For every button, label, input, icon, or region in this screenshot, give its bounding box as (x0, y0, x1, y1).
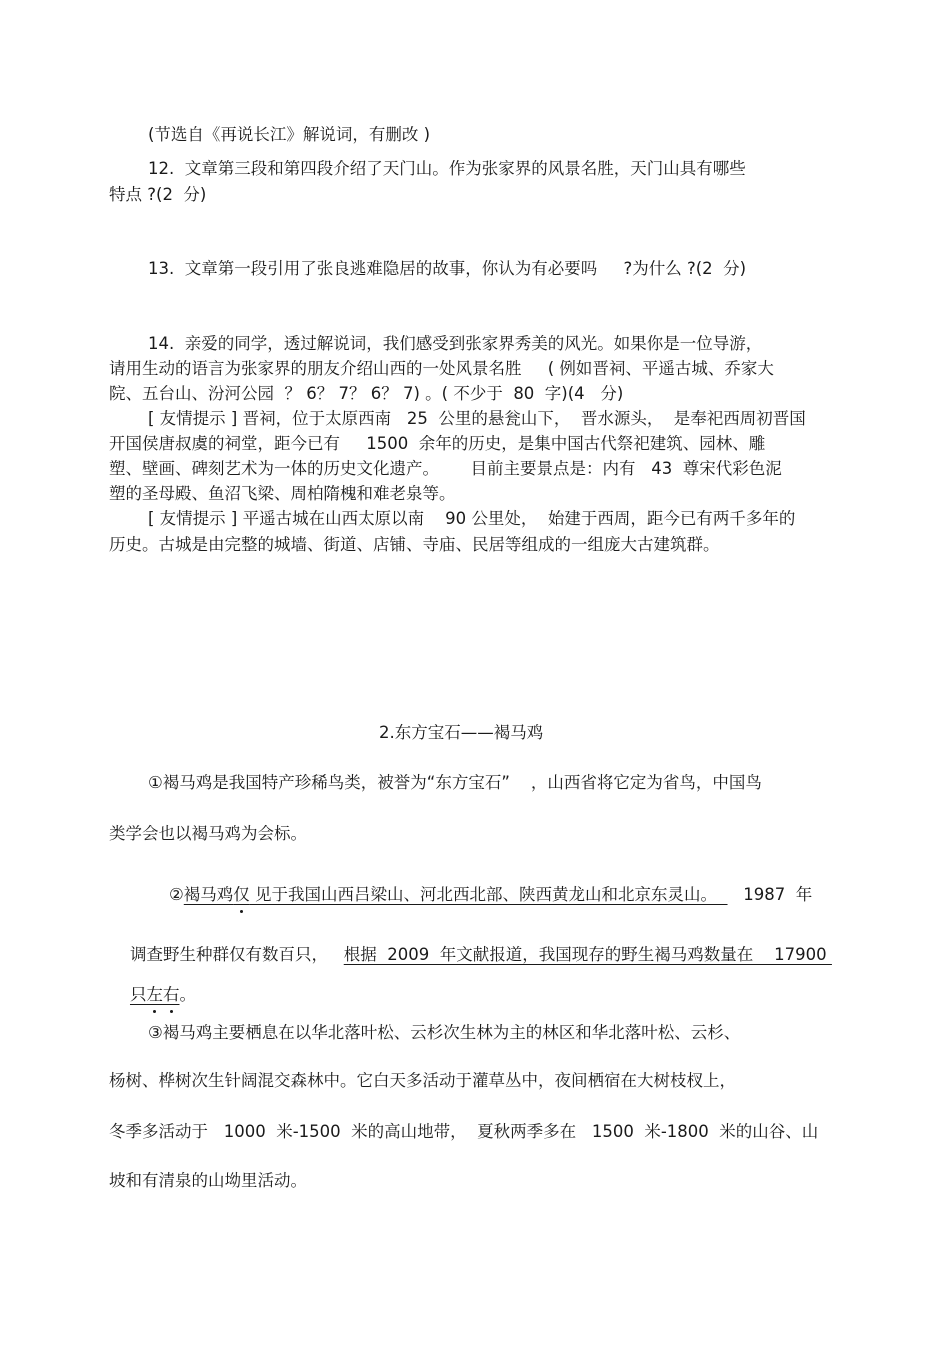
tip-jinci-line: 塑、壁画、碑刻艺术为一体的历史文化遗产。 目前主要景点是：内有 43 尊宋代彩色泥 (109, 459, 782, 478)
question-13-line: 13. 文章第一段引用了张良逃难隐居的故事，你认为有必要吗 ?为什么 ?(2 分) (148, 259, 747, 278)
paragraph-2-line: ②褐马鸡仅 见于我国山西吕梁山、河北西北部、陕西黄龙山和北京东灵山。 1987 年 (168, 885, 813, 904)
paragraph-3-line: 杨树、桦树次生针阔混交森林中。它白天多活动于灌草丛中，夜间栖宿在大树枝杈上， (109, 1071, 736, 1090)
paragraph-marker: ② (168, 885, 184, 904)
paragraph-3-line: ③褐马鸡主要栖息在以华北落叶松、云杉次生林为主的林区和华北落叶松、云杉、 (148, 1023, 741, 1042)
underlined-phrase: 根据 2009 年文献报道，我国现存的野生褐马鸡数量在 17900 (343, 945, 832, 964)
emphasis-dot-char: 仅 (233, 885, 250, 904)
question-14-line: 院、五台山、汾河公园 ？ 6？ 7？ 6？ 7) 。( 不少于 80 字)(4 分) (109, 384, 624, 403)
tip-pingyao-line: [ 友情提示 ] 平遥古城在山西太原以南 90 公里处， 始建于西周，距今已有两千多年的 (148, 509, 796, 528)
tip-jinci-line: 开国侯唐叔虞的祠堂，距今已有 1500 余年的历史，是集中国古代祭祀建筑、园林、雕 (109, 434, 766, 453)
source-note: (节选自《再说长江》解说词，有删改 ) (148, 125, 431, 144)
paragraph-2-line: 调查野生种群仅有数百只， 根据 2009 年文献报道，我国现存的野生褐马鸡数量在 17900 (129, 945, 832, 964)
tip-jinci-line: [ 友情提示 ] 晋祠，位于太原西南 25 公里的悬瓮山下， 晋水源头， 是奉祀西周初晋国 (148, 409, 806, 428)
underlined-phrase: 只左右 (129, 985, 180, 1004)
question-12-line: 特点 ?(2 分) (109, 185, 207, 204)
paragraph-1-line: ①褐马鸡是我国特产珍稀鸟类，被誉为“东方宝石” ，山西省将它定为省鸟，中国鸟 (148, 773, 762, 792)
paragraph-1-line: 类学会也以褐马鸡为会标。 (109, 824, 307, 843)
paragraph-3-line: 冬季多活动于 1000 米-1500 米的高山地带， 夏秋两季多在 1500 米-1800 米的山谷、山 (109, 1122, 819, 1141)
underlined-phrase: 褐马鸡仅 见于我国山西吕梁山、河北西北部、陕西黄龙山和北京东灵山。 (183, 885, 728, 904)
question-14-line: 14. 亲爱的同学，透过解说词，我们感受到张家界秀美的风光。如果你是一位导游， (148, 334, 763, 353)
paragraph-3-line: 坡和有清泉的山坳里活动。 (109, 1171, 307, 1190)
tip-pingyao-line: 历史。古城是由完整的城墙、街道、店铺、寺庙、民居等组成的一组庞大古建筑群。 (109, 535, 720, 554)
paragraph-2-line: 只左右。 (129, 985, 196, 1004)
emphasis-dot-char: 左 (146, 985, 163, 1004)
article-title: 2.东方宝石——褐马鸡 (379, 723, 544, 742)
question-14-line: 请用生动的语言为张家界的朋友介绍山西的一处风景名胜 ( 例如晋祠、平遥古城、乔家大 (109, 359, 774, 378)
question-12-line: 12. 文章第三段和第四段介绍了天门山。作为张家界的风景名胜，天门山具有哪些 (148, 159, 746, 178)
tip-jinci-line: 塑的圣母殿、鱼沼飞梁、周柏隋槐和难老泉等。 (109, 484, 456, 503)
emphasis-dot-char: 右 (162, 985, 180, 1004)
